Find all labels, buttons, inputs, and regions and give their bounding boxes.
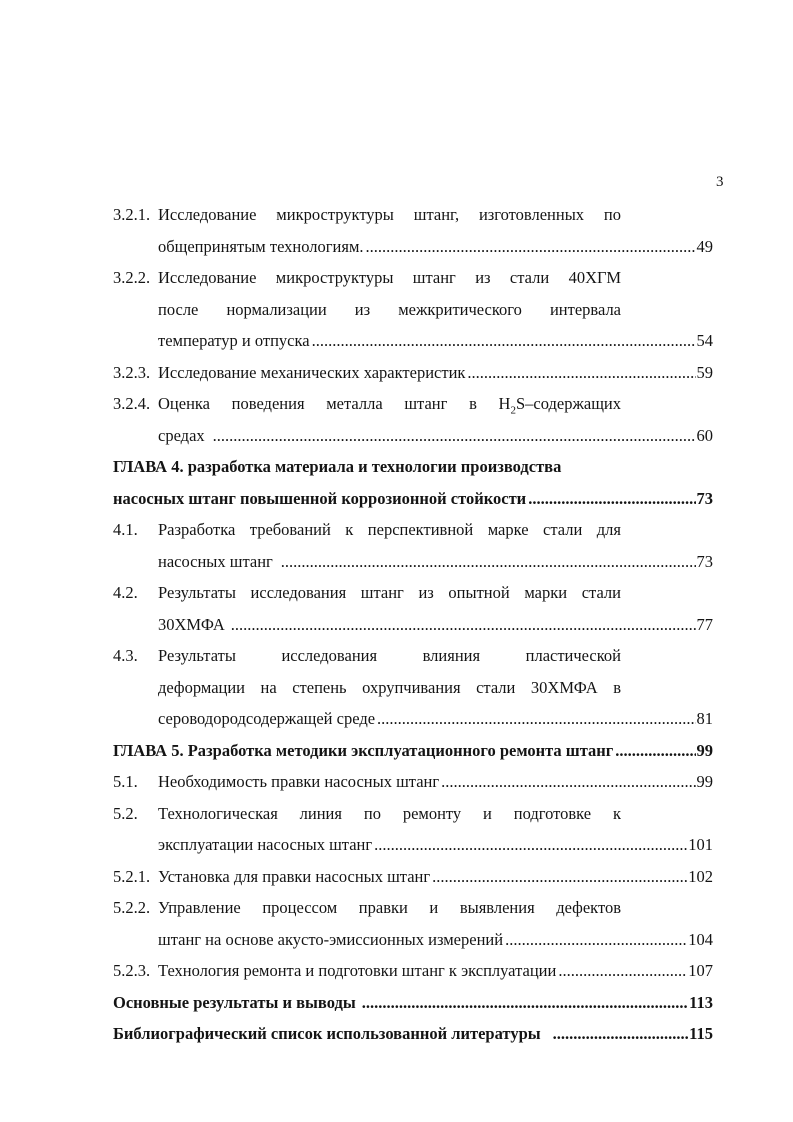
- toc-entry-4-1-line1: [113, 514, 713, 546]
- dot-leader: [528, 483, 695, 515]
- toc-entry-3-2-2-line2: [113, 294, 713, 326]
- entry-page: 59: [696, 362, 713, 382]
- toc-entry-3-2-2-line1: [113, 262, 713, 294]
- entry-number: 3.2.3.: [113, 362, 151, 382]
- entry-title: Управление процессом правки и выявления дефектов: [158, 898, 621, 917]
- entry-page: 60: [696, 425, 713, 445]
- toc-entry-5-2-1[interactable]: [113, 861, 713, 893]
- entry-title: Установка для правки насосных штанг: [158, 866, 431, 886]
- entry-title: Исследование микроструктуры штанг из стали 40ХГМ: [158, 268, 621, 287]
- entry-number: 5.2.: [113, 803, 138, 823]
- entry-number: 3.2.2.: [113, 268, 151, 287]
- entry-number: 4.1.: [113, 520, 138, 539]
- entry-number: 5.2.2.: [113, 898, 151, 917]
- dot-leader: [441, 766, 695, 798]
- section-title: Библиографический список использованной литературы: [113, 1024, 541, 1043]
- entry-title-cont: насосных штанг: [158, 551, 273, 571]
- entry-page: 77: [696, 614, 713, 634]
- chapter-title-cont: насосных штанг повышенной коррозионной стойкости: [113, 488, 527, 508]
- table-of-contents: [113, 199, 713, 1050]
- entry-title-cont: эксплуатации насосных штанг: [158, 835, 373, 854]
- toc-entry-5-2-line1: [113, 798, 713, 830]
- entry-title-cont: общепринятым технологиям.: [158, 236, 364, 256]
- entry-page: 73: [696, 551, 713, 571]
- toc-entry-4-1-line2[interactable]: [113, 546, 713, 578]
- dot-leader: [312, 325, 696, 357]
- toc-entry-3-2-3[interactable]: [113, 357, 713, 389]
- toc-results[interactable]: [113, 987, 713, 1019]
- entry-title: Результаты исследования штанг из опытной марки стали: [158, 583, 621, 602]
- entry-title-cont: после нормализации из межкритического интервала: [158, 299, 621, 319]
- entry-page: 107: [688, 961, 713, 980]
- toc-entry-5-2-2-line1: [113, 892, 713, 924]
- entry-title: Необходимость правки насосных штанг: [158, 772, 440, 791]
- entry-number: 3.2.4.: [113, 394, 151, 413]
- entry-title: Исследование микроструктуры штанг, изготовленных по: [158, 205, 621, 224]
- dot-leader: [374, 829, 687, 861]
- entry-page: 115: [689, 1024, 713, 1043]
- dot-leader: [558, 955, 687, 987]
- dot-leader: [505, 924, 687, 956]
- toc-entry-3-2-1-line1: [113, 199, 713, 231]
- entry-number: 5.1.: [113, 772, 138, 791]
- entry-title: Результаты исследования влияния пластической: [158, 646, 621, 665]
- entry-title-cont: температур и отпуска: [158, 331, 310, 350]
- toc-entry-3-2-4-line1: [113, 388, 713, 420]
- entry-title-cont: штанг на основе акусто-эмиссионных измерений: [158, 929, 504, 949]
- entry-page: 101: [688, 835, 713, 854]
- toc-entry-4-2-line2[interactable]: [113, 609, 713, 641]
- chapter-title: ГЛАВА 4. разработка материала и технологии производства: [113, 457, 562, 476]
- dot-leader: [432, 861, 687, 893]
- entry-title-cont: средах: [158, 425, 205, 445]
- entry-page: 104: [688, 929, 713, 949]
- entry-title: Исследование механических характеристик: [158, 362, 466, 382]
- entry-title-cont: деформации на степень охрупчивания стали 30ХМФА в: [158, 677, 621, 697]
- dot-leader: [231, 609, 696, 641]
- toc-entry-5-2-2-line2[interactable]: [113, 924, 713, 956]
- toc-entry-5-2-3[interactable]: [113, 955, 713, 987]
- toc-entry-5-1[interactable]: [113, 766, 713, 798]
- dot-leader: [467, 357, 695, 389]
- dot-leader: [366, 231, 696, 263]
- dot-leader: [281, 546, 696, 578]
- toc-entry-3-2-1-line2[interactable]: [113, 231, 713, 263]
- entry-title: Разработка требований к перспективной марке стали для: [158, 520, 621, 539]
- toc-entry-5-2-line2[interactable]: [113, 829, 713, 861]
- entry-title: Технологическая линия по ремонту и подготовке к: [158, 803, 621, 823]
- dot-leader: [377, 703, 695, 735]
- toc-entry-3-2-2-line3[interactable]: [113, 325, 713, 357]
- entry-number: 4.2.: [113, 583, 138, 602]
- entry-title: Технология ремонта и подготовки штанг к эксплуатации: [158, 961, 557, 980]
- toc-chapter-4-line1: [113, 451, 713, 483]
- dot-leader: [213, 420, 696, 452]
- entry-page: 81: [696, 709, 713, 728]
- toc-bibliography[interactable]: [113, 1018, 713, 1050]
- entry-page: 99: [696, 740, 713, 760]
- entry-title: Оценка поведения металла штанг в $H_2S$–содержащих: [158, 394, 621, 417]
- toc-entry-3-2-4-line2[interactable]: [113, 420, 713, 452]
- entry-number: 5.2.1.: [113, 866, 151, 886]
- entry-title-cont: сероводородсодержащей среде: [158, 709, 376, 728]
- entry-page: 102: [688, 866, 713, 886]
- dot-leader: [615, 735, 695, 767]
- entry-page: 54: [696, 331, 713, 350]
- entry-page: 49: [696, 236, 713, 256]
- entry-title-cont: 30ХМФА: [158, 614, 225, 634]
- toc-entry-4-3-line2: [113, 672, 713, 704]
- toc-chapter-5[interactable]: [113, 735, 713, 767]
- entry-page: 113: [689, 992, 713, 1012]
- entry-number: 3.2.1.: [113, 205, 151, 224]
- dot-leader: [553, 1018, 689, 1050]
- entry-number: 4.3.: [113, 646, 138, 665]
- entry-number: 5.2.3.: [113, 961, 151, 980]
- dot-leader: [362, 987, 688, 1019]
- page-number: 3: [716, 174, 724, 190]
- toc-chapter-4-line2[interactable]: [113, 483, 713, 515]
- entry-page: 99: [696, 772, 713, 791]
- section-title: Основные результаты и выводы: [113, 992, 356, 1012]
- toc-entry-4-3-line1: [113, 640, 713, 672]
- toc-entry-4-2-line1: [113, 577, 713, 609]
- toc-entry-4-3-line3[interactable]: [113, 703, 713, 735]
- entry-page: 73: [696, 488, 713, 508]
- chapter-title: ГЛАВА 5. Разработка методики эксплуатационного ремонта штанг: [113, 740, 614, 760]
